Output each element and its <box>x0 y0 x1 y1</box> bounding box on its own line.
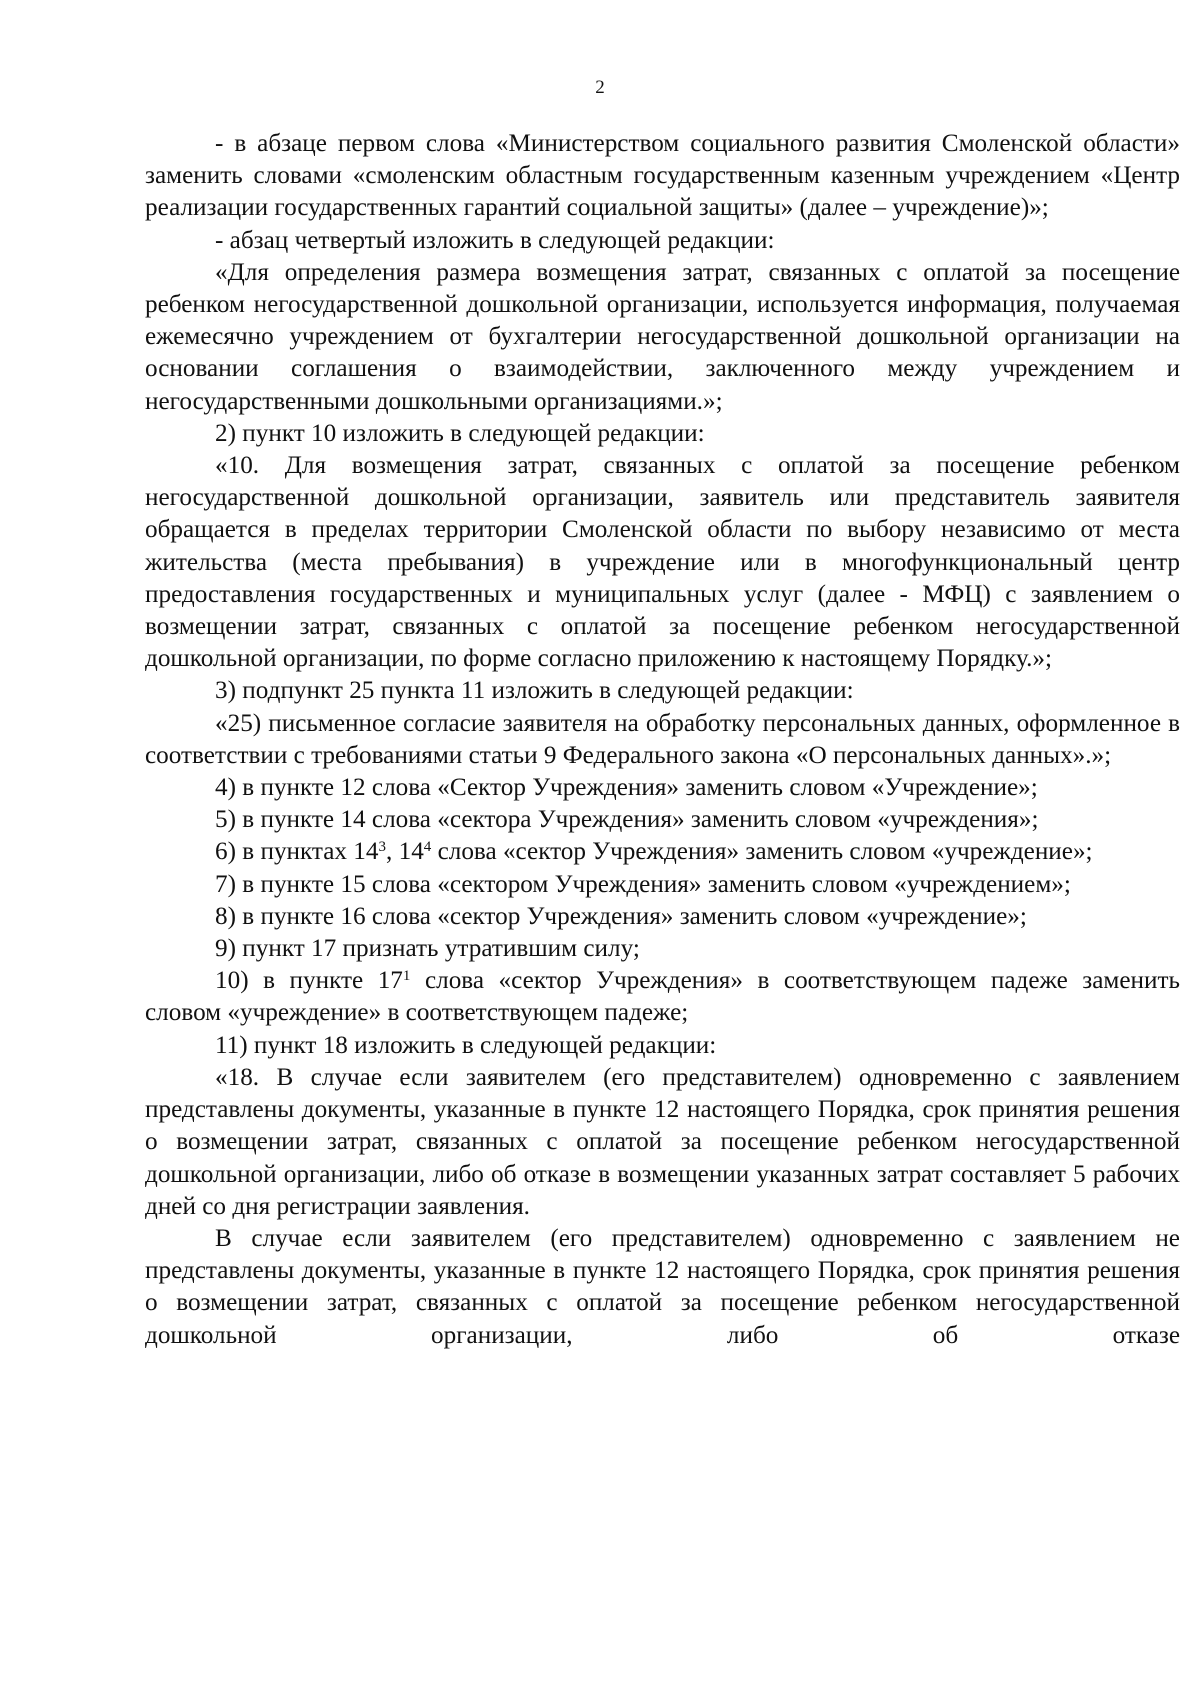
paragraph-point-10-text: «10. Для возмещения затрат, связанных с оплатой за посещение ребенком негосударственной дошкольной организации, заявитель или представитель заявителя обращается в пределах территории Смоленской области по выбору независимо от места жительства (места пребывания) в учреждение или в многофункциональный центр предоставления государственных и муниципальных услуг (далее - МФЦ) с заявлением о возмещении затрат, связанных с оплатой за посещение ребенком негосударственной дошкольной организации, по форме согласно приложению к настоящему Порядку.»; <box>145 452 1180 673</box>
item-6-text-start: 6) в пунктах 14 <box>215 838 379 866</box>
paragraph-replace-ministry: - в абзаце первом слова «Министерством социального развития Смоленской области» заменить словами «смоленским областным государственным казенным учреждением «Центр реализации государственных гарантий социальной защиты» (далее – учреждение)»; <box>145 130 1180 222</box>
document-body <box>145 128 1180 1352</box>
item-10-text-end: слова «сектор Учреждения» в соответствующем падеже заменить словом «учреждение» в соответствующем падеже; <box>145 967 1180 1027</box>
paragraph-item-5: 5) в пункте 14 слова «сектора Учреждения» заменить словом «учреждения»; <box>215 806 1039 834</box>
paragraph-item-abzac4-intro: - абзац четвертый изложить в следующей редакции: <box>215 226 775 254</box>
item-6-superscript-1: 3 <box>378 839 386 856</box>
paragraph-item-2: 2) пункт 10 изложить в следующей редакции: <box>215 419 705 447</box>
paragraph-point-18-text: «18. В случае если заявителем (его представителем) одновременно с заявлением представлены документы, указанные в пункте 12 настоящего Порядка, срок принятия решения о возмещении затрат, связанных с оплатой за посещение ребенком негосударственной дошкольной организации, либо об отказе в возмещении указанных затрат составляет 5 рабочих дней со дня регистрации заявления. <box>145 1063 1180 1220</box>
paragraph-item-4: 4) в пункте 12 слова «Сектор Учреждения» заменить словом «Учреждение»; <box>215 774 1038 802</box>
paragraph-item-9: 9) пункт 17 признать утратившим силу; <box>215 935 640 963</box>
paragraph-item-8: 8) в пункте 16 слова «сектор Учреждения» заменить словом «учреждение»; <box>215 902 1027 930</box>
item-6-superscript-2: 4 <box>423 839 432 856</box>
paragraph-point-18-second: В случае если заявителем (его представителем) одновременно с заявлением не представлены документы, указанные в пункте 12 настоящего Порядка, срок принятия решения о возмещении затрат, связанных с оплатой за посещение ребенком негосударственной дошкольной организации, либо об отказе <box>145 1224 1180 1349</box>
page-number: 2 <box>595 77 605 98</box>
item-10-text-start: 10) в пункте 17 <box>215 967 403 995</box>
paragraph-item-3: 3) подпункт 25 пункта 11 изложить в следующей редакции: <box>215 677 854 705</box>
item-10-superscript: 1 <box>402 968 411 985</box>
paragraph-item-6 <box>145 836 1180 868</box>
paragraph-item-7: 7) в пункте 15 слова «сектором Учреждения» заменить словом «учреждением»; <box>215 870 1071 898</box>
paragraph-item-10 <box>145 965 1180 1029</box>
item-6-text-end: слова «сектор Учреждения» заменить словом «учреждение»; <box>431 838 1093 866</box>
paragraph-abzac4-text: «Для определения размера возмещения затрат, связанных с оплатой за посещение ребенком негосударственной дошкольной организации, используется информация, получаемая ежемесячно учреждением от бухгалтерии негосударственной дошкольной организации на основании соглашения о взаимодействии, заключенного между учреждением и негосударственными дошкольными организациями.»; <box>145 258 1180 415</box>
paragraph-subpoint-25-text: «25) письменное согласие заявителя на обработку персональных данных, оформленное в соответствии с требованиями статьи 9 Федерального закона «О персональных данных».»; <box>145 709 1180 769</box>
paragraph-item-11: 11) пункт 18 изложить в следующей редакции: <box>215 1031 717 1059</box>
item-6-text-middle: , 14 <box>386 838 424 866</box>
